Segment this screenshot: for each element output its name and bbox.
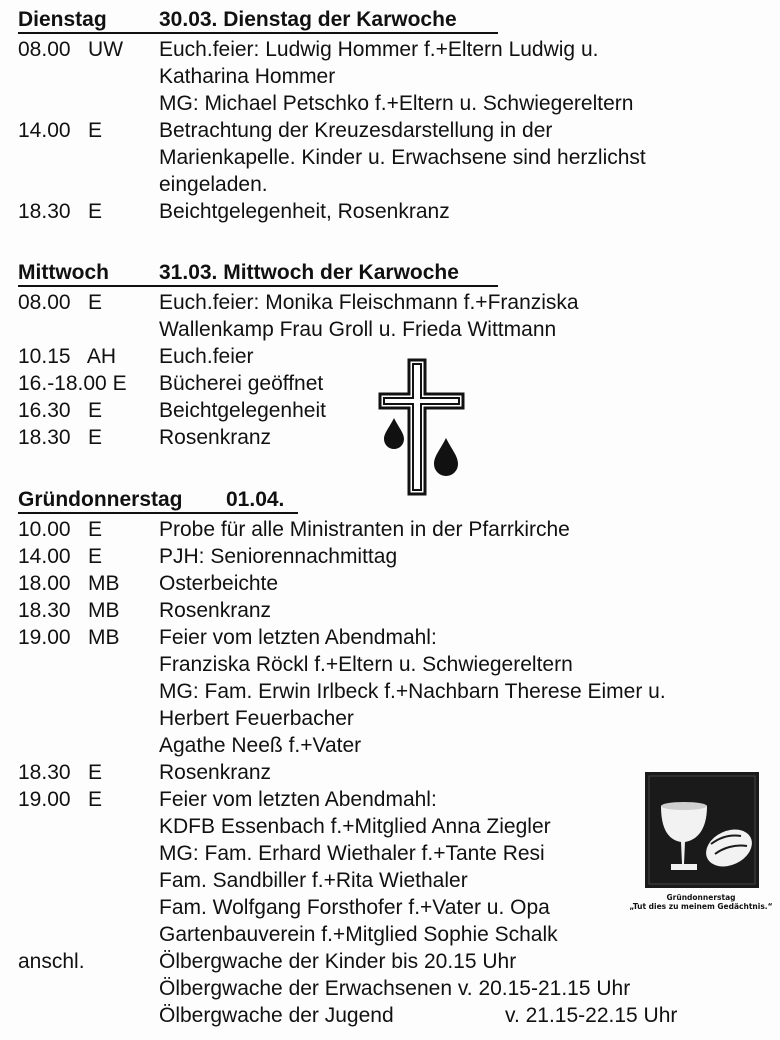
day-name: Dienstag xyxy=(18,8,107,31)
day-title: 31.03. Mittwoch der Karwoche xyxy=(159,261,459,284)
entry-text: Fam. Wolfgang Forsthofer f.+Vater u. Opa xyxy=(159,896,550,919)
entry-time: 19.00 MB xyxy=(18,626,120,649)
entry-time: 18.30 E xyxy=(18,761,103,784)
entry-text: Probe für alle Ministranten in der Pfarrkirche xyxy=(159,518,570,541)
header-underline xyxy=(18,32,498,34)
entry-text: Euch.feier: Monika Fleischmann f.+Franziska xyxy=(159,291,579,314)
image-caption xyxy=(626,893,776,911)
entry-time: 14.00 E xyxy=(18,119,103,142)
entry-text: Rosenkranz xyxy=(159,599,272,622)
entry-text: Betrachtung der Kreuzesdarstellung in der xyxy=(159,119,553,142)
day-title: 01.04. xyxy=(226,488,285,511)
entry-time: 08.00 E xyxy=(18,291,103,314)
entry-time: 08.00 UW xyxy=(18,38,124,61)
header-underline xyxy=(18,285,498,287)
entry-time: 18.00 MB xyxy=(18,572,120,595)
entry-time: anschl. xyxy=(18,950,85,973)
entry-time: 19.00 E xyxy=(18,788,103,811)
entry-text: Feier vom letzten Abendmahl: xyxy=(159,626,437,649)
entry-text: PJH: Seniorennachmittag xyxy=(159,545,398,568)
entry-text: MG: Michael Petschko f.+Eltern u. Schwiegereltern xyxy=(159,92,634,115)
entry-time-range: v. 21.15-22.15 Uhr xyxy=(505,1004,678,1027)
entry-text: Herbert Feuerbacher xyxy=(159,707,354,730)
entry-text: Agathe Neeß f.+Vater xyxy=(159,734,362,757)
entry-text: Marienkapelle. Kinder u. Erwachsene sind herzlichst xyxy=(159,146,646,169)
caption-title: Gründonnerstag xyxy=(666,893,736,902)
entry-text: Bücherei geöffnet xyxy=(159,372,324,395)
entry-time: 18.30 E xyxy=(18,200,103,223)
entry-time: 16.30 E xyxy=(18,399,103,422)
entry-text: MG: Fam. Erhard Wiethaler f.+Tante Resi xyxy=(159,842,545,865)
entry-text: Fam. Sandbiller f.+Rita Wiethaler xyxy=(159,869,468,892)
entry-text: Wallenkamp Frau Groll u. Frieda Wittmann xyxy=(159,318,557,341)
entry-text: Beichtgelegenheit, Rosenkranz xyxy=(159,200,450,223)
entry-time: 18.30 MB xyxy=(18,599,120,622)
entry-text: Beichtgelegenheit xyxy=(159,399,326,422)
entry-text: Rosenkranz xyxy=(159,761,272,784)
day-name: Mittwoch xyxy=(18,261,109,284)
entry-text: Euch.feier xyxy=(159,345,254,368)
entry-text: Franziska Röckl f.+Eltern u. Schwiegereltern xyxy=(159,653,573,676)
chalice-and-bread-icon xyxy=(645,772,759,888)
entry-text: Ölbergwache der Kinder bis 20.15 Uhr xyxy=(159,950,517,973)
entry-text: Ölbergwache der Erwachsenen v. 20.15-21.15 Uhr xyxy=(159,977,631,1000)
day-name: Gründonnerstag xyxy=(18,488,183,511)
entry-time: 10.00 E xyxy=(18,518,103,541)
entry-text: eingeladen. xyxy=(159,173,268,196)
caption-quote: „Tut dies zu meinem Gedächtnis.“ xyxy=(629,902,773,911)
entry-text: Katharina Hommer xyxy=(159,65,336,88)
entry-text: KDFB Essenbach f.+Mitglied Anna Ziegler xyxy=(159,815,551,838)
entry-time: 10.15 AH xyxy=(18,345,117,368)
entry-text: Euch.feier: Ludwig Hommer f.+Eltern Ludwig u. xyxy=(159,38,599,61)
header-underline xyxy=(18,512,298,514)
entry-text: Rosenkranz xyxy=(159,426,272,449)
entry-text: Ölbergwache der Jugend xyxy=(159,1004,394,1027)
entry-text: MG: Fam. Erwin Irlbeck f.+Nachbarn Therese Eimer u. xyxy=(159,680,666,703)
cross-with-drops-icon xyxy=(376,358,468,498)
day-title: 30.03. Dienstag der Karwoche xyxy=(159,8,457,31)
entry-text: Feier vom letzten Abendmahl: xyxy=(159,788,437,811)
entry-time: 18.30 E xyxy=(18,426,103,449)
entry-text: Gartenbauverein f.+Mitglied Sophie Schalk xyxy=(159,923,558,946)
entry-time: 14.00 E xyxy=(18,545,103,568)
entry-time: 16.-18.00 E xyxy=(18,372,127,395)
entry-text: Osterbeichte xyxy=(159,572,279,595)
